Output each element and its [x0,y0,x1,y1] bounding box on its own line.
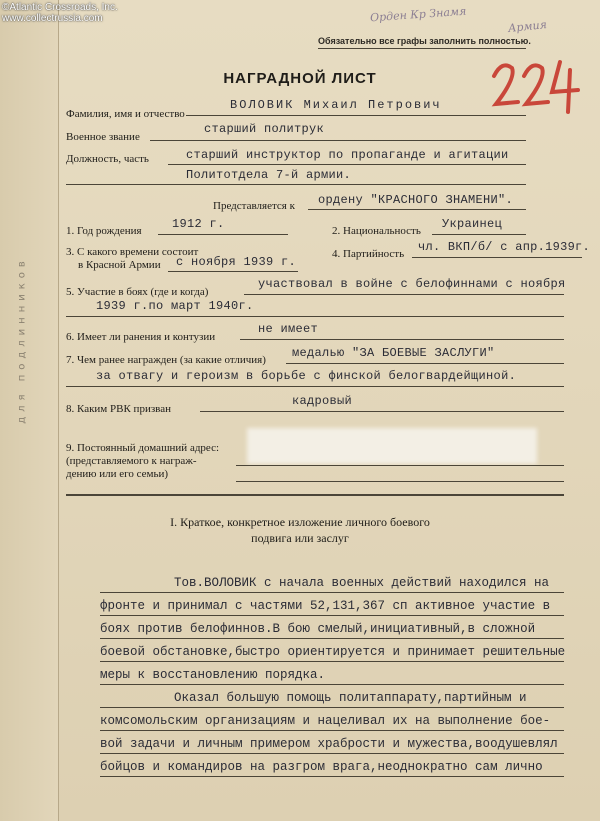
position-rule [168,164,526,165]
address-label-3: дению или его семьи) [66,468,169,480]
narrative-line: вой задачи и личным примером храбрости и мужества,воодушевлял [100,737,558,751]
binding-margin [0,0,59,821]
birth-year-value: 1912 г. [172,217,225,231]
birth-year-rule [158,234,288,235]
pencil-note-2: Армия [507,18,548,35]
awards-label: 7. Чем ранее награжден (за какие отличия) [66,354,266,366]
combat-label: 5. Участие в боях (где и когда) [66,286,209,298]
narrative-rule [100,776,564,777]
narrative-rule [100,730,564,731]
nationality-label: 2. Национальность [332,225,421,237]
position-rule-2 [66,184,526,185]
position-value: старший инструктор по пропаганде и агитации [186,148,509,162]
narrative-line: бойцов и командиров на разгром врага,неоднократно сам лично [100,760,543,774]
party-value: чл. ВКП/б/ с апр.1939г. [418,240,591,254]
combat-value: участвовал в войне с белофиннами с ноября [258,277,566,291]
page-title: НАГРАДНОЙ ЛИСТ [223,70,377,87]
address-rule [236,465,564,466]
header-note: Обязательно все графы заполнить полностью. [318,36,531,46]
watermark-line-1: ©Atlantic Crossroads, Inc. [2,2,118,13]
narrative-rule [100,615,564,616]
service-since-label-2: в Красной Армии [78,259,161,271]
awards-value: медалью "ЗА БОЕВЫЕ ЗАСЛУГИ" [292,346,495,360]
address-label-2: (представляемого к награж- [66,455,197,467]
name-label: Фамилия, имя и отчество [66,108,185,120]
redacted-address [247,428,537,464]
rvk-label: 8. Каким РВК призван [66,403,171,415]
narrative-rule [100,684,564,685]
combat-value-2: 1939 г.по март 1940г. [96,299,254,313]
narrative-line: Оказал большую помощь политаппарату,партийным и [174,691,527,705]
party-rule [412,257,582,258]
narrative-line: боях против белофиннов.В бою смелый,инициативный,в сложной [100,622,536,636]
nominated-rule [308,209,526,210]
name-value: ВОЛОВИК Михаил Петрович [230,98,442,112]
awards-rule-2 [66,386,564,387]
party-label: 4. Партийность [332,248,405,260]
rvk-value: кадровый [292,394,353,408]
watermark-line-2: www.collectrussia.com [2,13,103,24]
nationality-rule [432,234,526,235]
pencil-note-1: Орден Кр Знамя [369,4,467,25]
narrative-line: комсомольским организациям и нацеливал их на выполнение бое- [100,714,551,728]
narrative-rule [100,638,564,639]
rank-value: старший политрук [204,122,325,136]
header-note-rule [318,48,526,49]
awards-value-2: за отвагу и героизм в борьбе с финской белогвардейщиной. [96,369,517,383]
address-rule-2 [236,481,564,482]
narrative-line: боевой обстановке,быстро ориентируется и принимает решительные [100,645,566,659]
awards-rule [286,363,564,364]
rank-rule [150,140,526,141]
combat-rule-2 [66,316,564,317]
service-since-value: с ноября 1939 г. [176,255,297,269]
narrative-rule [100,707,564,708]
narrative-line: меры к восстановлению порядка. [100,668,326,682]
narrative-rule [100,661,564,662]
narrative-line: фронте и принимал с частями 52,131,367 сп активное участие в [100,599,551,613]
narrative-line: Тов.ВОЛОВИК с начала военных действий находился на [174,576,550,590]
rank-label: Военное звание [66,131,140,143]
narrative-rule [100,753,564,754]
nominated-label: Представляется к [213,200,295,212]
name-rule [186,115,526,116]
section-separator [66,494,564,496]
service-since-rule [168,271,298,272]
nationality-value: Украинец [442,217,503,231]
rvk-rule [200,411,564,412]
position-value-2: Политотдела 7-й армии. [186,168,352,182]
section-title-2: подвига или заслуг [251,531,349,545]
wounds-rule [240,339,564,340]
section-title: I. Краткое, конкретное изложение личного боевого [170,515,430,529]
birth-year-label: 1. Год рождения [66,225,142,237]
combat-rule [244,294,564,295]
address-label: 9. Постоянный домашний адрес: [66,442,220,454]
margin-stamp-text: для подлинников [16,256,28,424]
service-since-label: 3. С какого времени состоит [66,246,199,258]
wounds-label: 6. Имеет ли ранения и контузии [66,331,216,343]
nominated-value: ордену "КРАСНОГО ЗНАМЕНИ". [318,193,514,207]
wounds-value: не имеет [258,322,319,336]
position-label: Должность, часть [66,153,149,165]
narrative-rule [100,592,564,593]
